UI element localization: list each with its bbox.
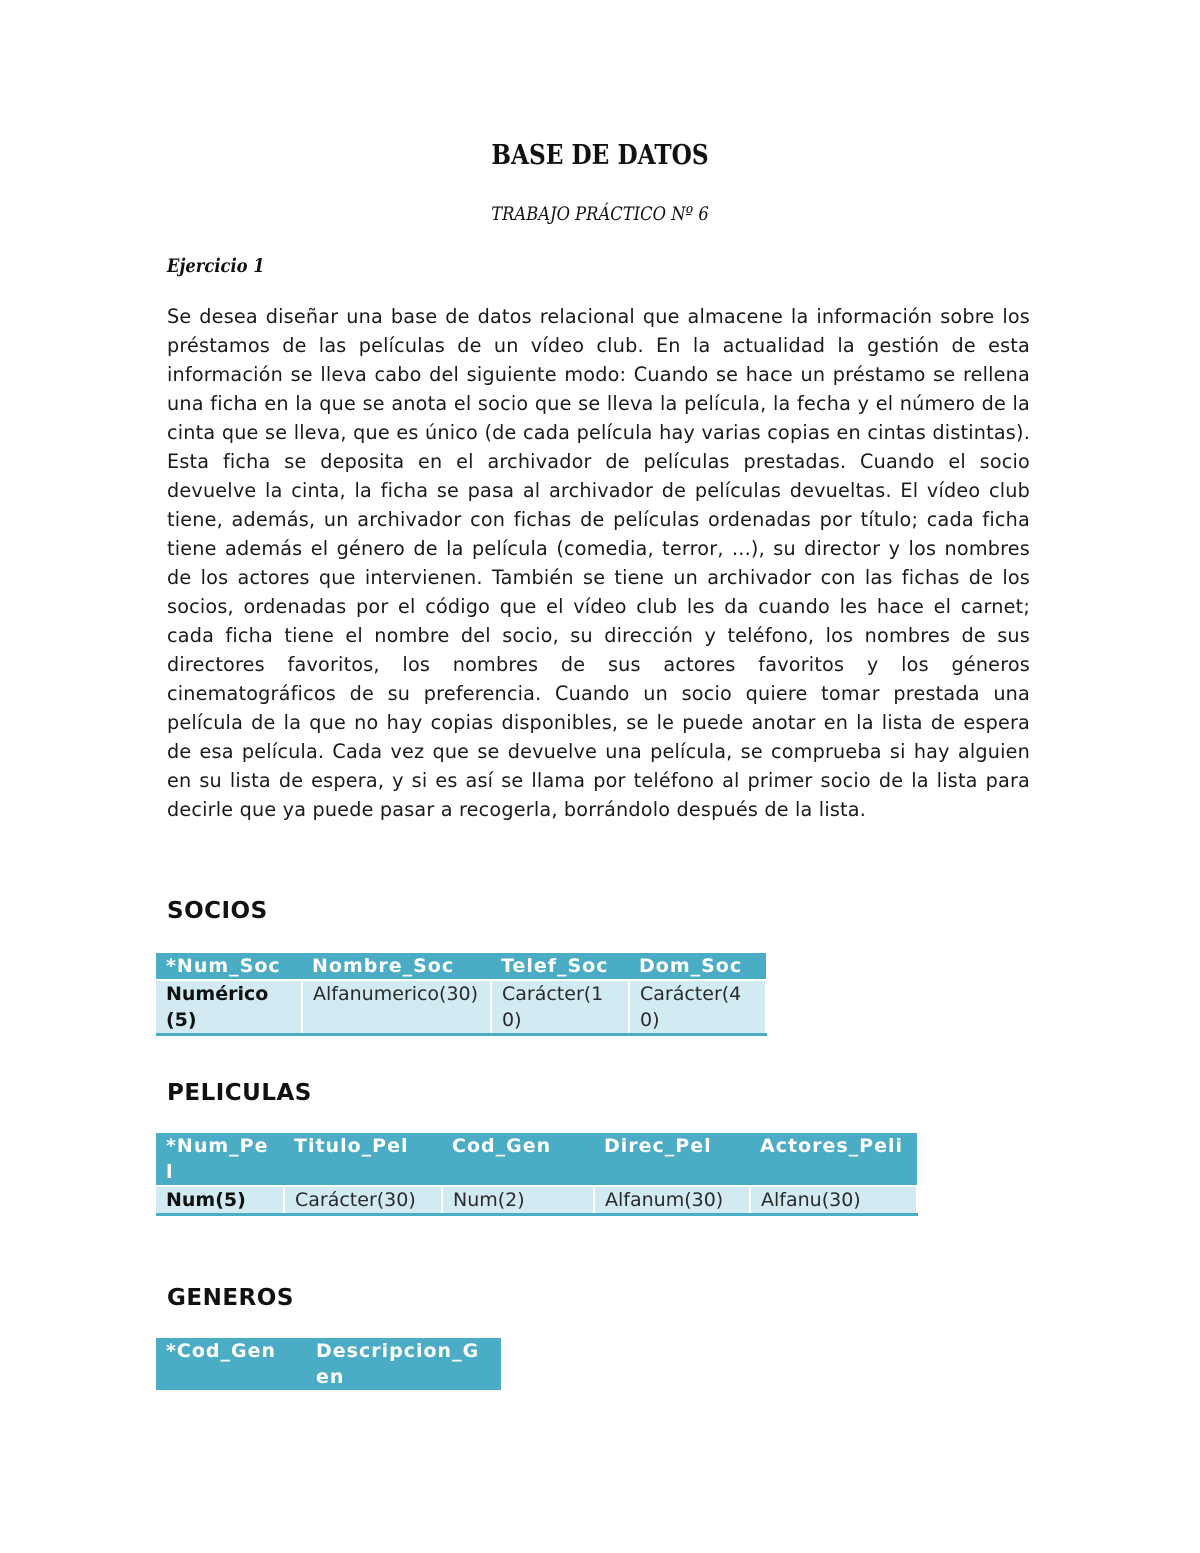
socios-type-cell: Alfanumerico(30) [302,980,491,1035]
document-subtitle: TRABAJO PRÁCTICO Nº 6 [491,203,709,225]
socios-type-cell: Carácter(40) [629,980,766,1035]
peliculas-header-cell: Cod_Gen [442,1133,594,1186]
socios-header-cell: Telef_Soc [491,953,629,980]
socios-type-cell: Numérico (5) [156,980,302,1035]
generos-table [156,1338,501,1390]
peliculas-type-cell: Alfanu(30) [750,1186,917,1215]
exercise-paragraph: Se desea diseñar una base de datos relacional que almacene la información sobre los préstamos de las películas de un vídeo club. En la actualidad la gestión de esta información se lleva cabo del siguiente modo: Cuando se hace un préstamo se rellena una ficha en la que se anota el socio que se lleva la película, la fecha y el número de la cinta que se lleva, que es único (de cada película hay varias copias en cintas distintas). Esta ficha se deposita en el archivador de películas prestadas. Cuando el socio devuelve la cinta, la ficha se pasa al archivador de películas devueltas. El vídeo club tiene, además, un archivador con fichas de películas ordenadas por título; cada ficha tiene además el género de la película (comedia, terror, ...), su director y los nombres de los actores que intervienen. También se tiene un archivador con las fichas de los socios, ordenadas por el código que el vídeo club les da cuando les hace el carnet; cada ficha tiene el nombre del socio, su dirección y teléfono, los nombres de sus directores favoritos, los nombres de sus actores favoritos y los géneros cinematográficos de su preferencia. Cuando un socio quiere tomar prestada una película de la que no hay copias disponibles, se le puede anotar en la lista de espera de esa película. Cada vez que se devuelve una película, se comprueba si hay alguien en su lista de espera, y si es así se llama por teléfono al primer socio de la lista para decirle que ya puede pasar a recogerla, borrándolo después de la lista. [167,305,1030,821]
peliculas-table [156,1133,918,1216]
peliculas-type-cell: Num(5) [156,1186,284,1215]
peliculas-heading: PELICULAS [167,1080,312,1106]
peliculas-type-cell: Carácter(30) [284,1186,442,1215]
generos-header-cell: *Cod_Gen [156,1338,306,1390]
socios-type-row [156,980,766,1035]
socios-type-cell: Carácter(10) [491,980,629,1035]
peliculas-header-cell: Actores_Peli [750,1133,917,1186]
socios-header-cell: *Num_Soc [156,953,302,980]
document-title: BASE DE DATOS [491,140,709,171]
socios-header-cell: Dom_Soc [629,953,766,980]
peliculas-header-cell: Titulo_Pel [284,1133,442,1186]
peliculas-type-cell: Num(2) [442,1186,594,1215]
peliculas-header-row [156,1133,917,1186]
generos-header-row [156,1338,501,1390]
generos-heading: GENEROS [167,1285,294,1311]
peliculas-header-cell: *Num_Pel [156,1133,284,1186]
peliculas-header-cell: Direc_Pel [594,1133,750,1186]
socios-header-row [156,953,766,980]
generos-header-cell: Descripcion_Gen [306,1338,501,1390]
socios-table [156,953,767,1036]
socios-heading: SOCIOS [167,898,268,924]
peliculas-type-row [156,1186,917,1215]
peliculas-type-cell: Alfanum(30) [594,1186,750,1215]
exercise-heading: Ejercicio 1 [167,255,265,277]
socios-header-cell: Nombre_Soc [302,953,491,980]
